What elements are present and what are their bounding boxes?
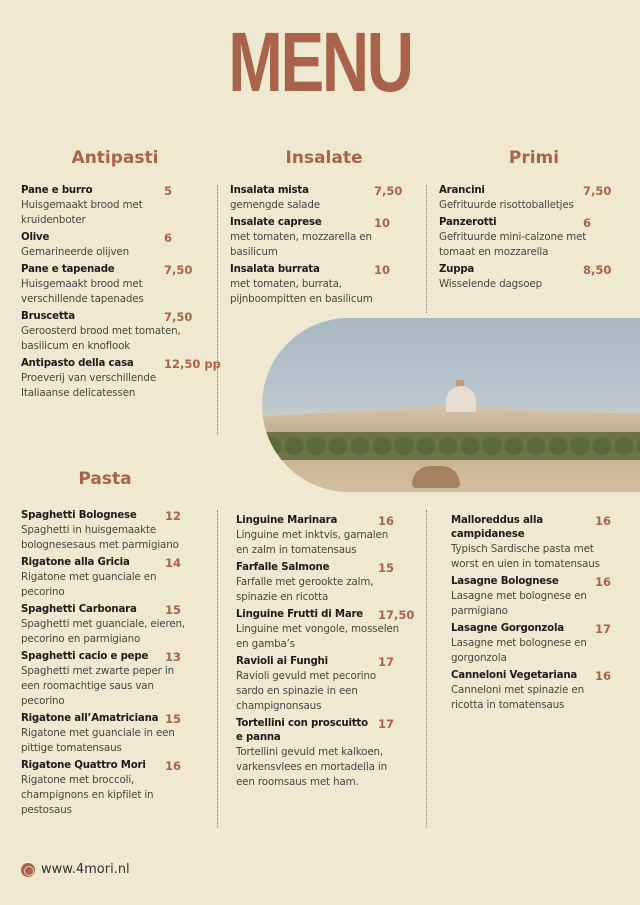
item-price: 15 [165,712,182,726]
menu-item [21,509,201,553]
item-desc: Gefrituurde mini-calzone met tomaat en mozzarella [439,231,587,258]
menu-item [236,717,416,790]
item-desc: Typisch Sardische pasta met worst en uien in tomatensaus [451,543,600,570]
item-price: 12,50 pp [164,357,221,371]
menu-item [21,184,214,228]
item-price: 7,50 [164,310,193,324]
menu-item [451,622,611,666]
item-desc: Rigatone met guanciale in een pittige tomatensaus [21,727,175,754]
menu-item [451,669,611,713]
town-photo [262,318,640,492]
footer [21,862,130,877]
item-name: Rigatone all’Amatriciana [21,713,159,724]
item-desc: Tortellini gevuld met kalkoen, varkensvlees en mortadella in een roomsaus met ham. [236,746,387,788]
item-price: 7,50 [164,263,193,277]
item-name: Farfalle Salmone [236,562,330,573]
menu-item [21,556,201,600]
item-desc: Huisgemaakt brood met verschillende tapenades [21,278,144,305]
item-desc: Spaghetti met guanciale, eieren, pecorino en parmigiano [21,618,186,645]
item-name: Arancini [439,185,485,196]
menu-title: MENU [228,15,412,109]
menu-item [21,231,214,260]
insalate-list [230,184,420,310]
item-name: Linguine Frutti di Mare [236,609,364,620]
menu-item [439,216,629,260]
item-price: 16 [165,759,182,773]
menu-item [21,759,201,818]
item-name: Lasagne Bolognese [451,576,559,587]
menu-item [451,514,611,572]
item-name: Spaghetti Bolognese [21,510,137,521]
item-name: Zuppa [439,264,475,275]
menu-item [236,655,416,714]
pasta-list-3 [451,514,611,716]
item-desc: Linguine met inktvis, garnalen en zalm in tomatensaus [236,529,389,556]
section-title-pasta: Pasta [78,469,132,489]
item-desc: Gemarineerde olijven [21,246,129,258]
item-name: Spaghetti Carbonara [21,604,137,615]
menu-item [236,608,416,652]
globe-icon [21,863,35,877]
menu-item [21,603,201,647]
item-price: 17 [378,717,395,731]
divider [426,185,427,313]
divider [217,510,218,828]
menu-item [230,216,420,260]
item-desc: Rigatone met guanciale en pecorino [21,571,157,598]
menu-item [236,561,416,605]
item-price: 7,50 [583,184,612,198]
item-price: 14 [165,556,182,570]
menu-item [21,263,214,307]
pasta-list-2 [236,514,416,793]
item-price: 17 [595,622,612,636]
item-price: 16 [378,514,395,528]
item-name: Tortellini con proscuitto e panna [236,718,368,743]
item-price: 8,50 [583,263,612,277]
pasta-list-1 [21,509,201,821]
item-name: Panzerotti [439,217,497,228]
primi-list [439,184,629,295]
item-name: Insalata burrata [230,264,320,275]
item-name: Linguine Marinara [236,515,338,526]
item-price: 15 [165,603,182,617]
item-price: 17,50 [378,608,415,622]
item-price: 10 [374,216,391,230]
menu-item [439,263,629,292]
item-name: Canneloni Vegetariana [451,670,578,681]
item-name: Insalata mista [230,185,309,196]
item-desc: Spaghetti in huisgemaakte bolognesesaus met parmigiano [21,524,179,551]
menu-item [451,575,611,619]
menu-item [230,184,420,213]
item-price: 16 [595,575,612,589]
item-desc: met tomaten, burrata, pijnboompitten en basilicum [230,278,373,305]
menu-item [21,357,221,401]
website-link[interactable]: www.4mori.nl [41,862,130,877]
menu-item [21,650,201,709]
section-title-primi: Primi [508,148,560,168]
item-price: 5 [164,184,173,198]
divider [426,510,427,828]
item-name: Bruscetta [21,311,75,322]
menu-item [230,263,420,307]
item-price: 10 [374,263,391,277]
menu-item [21,310,214,354]
item-desc: Wisselende dagsoep [439,278,542,290]
item-desc: Spaghetti met zwarte peper in een roomachtige saus van pecorino [21,665,174,707]
item-price: 7,50 [374,184,403,198]
item-price: 16 [595,514,612,528]
item-price: 6 [164,231,173,245]
item-price: 13 [165,650,182,664]
item-price: 17 [378,655,395,669]
item-name: Lasagne Gorgonzola [451,623,564,634]
item-desc: Rigatone met broccoli, champignons en kipfilet in pestosaus [21,774,154,816]
item-name: Ravioli ai Funghi [236,656,328,667]
section-title-insalate: Insalate [285,148,363,168]
item-name: Rigatone alla Gricia [21,557,130,568]
item-name: Pane e tapenade [21,264,115,275]
item-name: Insalate caprese [230,217,322,228]
item-name: Rigatone Quattro Mori [21,760,146,771]
antipasti-list [21,184,221,404]
item-name: Olive [21,232,50,243]
item-name: Spaghetti cacio e pepe [21,651,149,662]
item-desc: Proeverij van verschillende Italiaanse delicatessen [21,372,157,399]
item-desc: met tomaten, mozzarella en basilicum [230,231,372,258]
item-desc: Ravioli gevuld met pecorino sardo en spinazie in een champignonsaus [236,670,377,712]
item-price: 6 [583,216,592,230]
item-desc: Lasagne met bolognese en parmigiano [451,590,587,617]
item-desc: Huisgemaakt brood met kruidenboter [21,199,143,226]
divider [217,185,218,435]
item-desc: Linguine met vongole, mosselen en gamba’s [236,623,399,650]
item-price: 12 [165,509,182,523]
item-desc: gemengde salade [230,199,320,211]
item-price: 16 [595,669,612,683]
item-price: 15 [378,561,395,575]
menu-item [236,514,416,558]
menu-item [439,184,629,213]
item-name: Malloreddus alla campidanese [451,515,543,540]
item-desc: Farfalle met gerookte zalm, spinazie en ricotta [236,576,374,603]
item-desc: Gefrituurde risottoballetjes [439,199,574,211]
item-desc: Lasagne met bolognese en gorgonzola [451,637,587,664]
item-desc: Canneloni met spinazie en ricotta in tomatensaus [451,684,584,711]
item-desc: Geroosterd brood met tomaten, basilicum en knoflook [21,325,181,352]
menu-item [21,712,201,756]
item-name: Antipasto della casa [21,358,134,369]
item-name: Pane e burro [21,185,93,196]
section-title-antipasti: Antipasti [71,148,159,168]
